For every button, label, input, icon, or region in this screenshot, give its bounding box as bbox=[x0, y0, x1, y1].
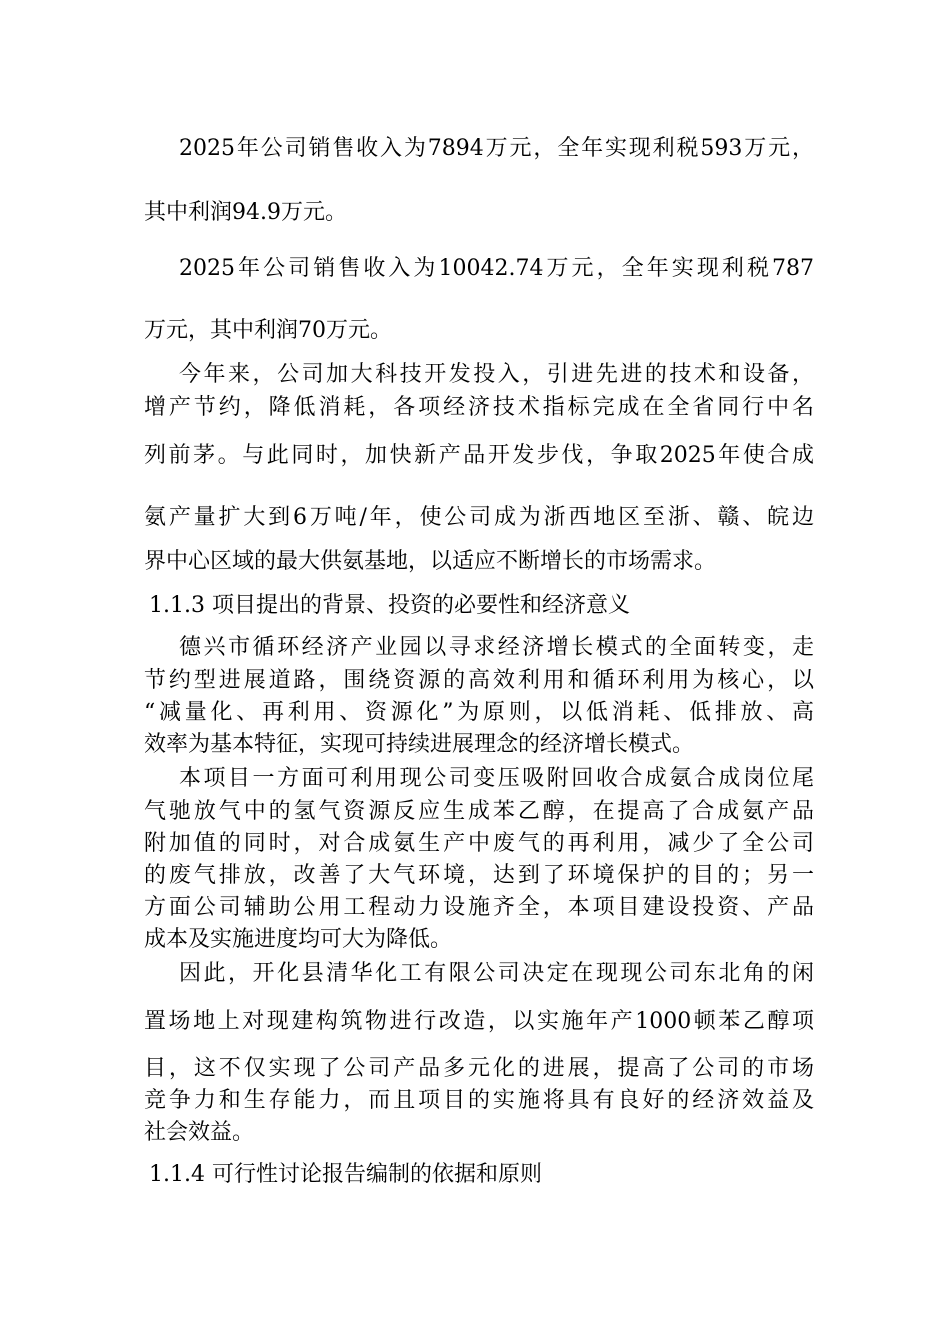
paragraph-4-line-2: 节约型进展道路，围绕资源的高效利用和循环利用为核心，以 bbox=[144, 668, 814, 693]
paragraph-5-line-5: 方面公司辅助公用工程动力设施齐全，本项目建设投资、产品 bbox=[144, 895, 814, 920]
paragraph-5-line-4: 的废气排放，改善了大气环境，达到了环境保护的目的；另一 bbox=[144, 863, 814, 888]
paragraph-6-line-1: 因此，开化县清华化工有限公司决定在现现公司东北角的闲 bbox=[179, 961, 814, 986]
paragraph-3-line-3: 列前茅。与此同时，加快新产品开发步伐，争取2025年使合成 bbox=[144, 443, 814, 468]
paragraph-1-line-1: 2025年公司销售收入为7894万元，全年实现利税593万元， bbox=[179, 136, 814, 161]
paragraph-5-line-3: 附加值的同时，对合成氨生产中废气的再利用，减少了全公司 bbox=[144, 831, 814, 856]
paragraph-6-line-3: 目，这不仅实现了公司产品多元化的进展，提高了公司的市场 bbox=[144, 1056, 814, 1081]
section-heading-1-1-4: 1.1.4 可行性讨论报告编制的依据和原则 bbox=[149, 1162, 542, 1187]
paragraph-1-line-2: 其中利润94.9万元。 bbox=[144, 200, 347, 225]
section-heading-1-1-3: 1.1.3 项目提出的背景、投资的必要性和经济意义 bbox=[149, 593, 630, 618]
paragraph-3-line-5: 界中心区域的最大供氨基地，以适应不断增长的市场需求。 bbox=[144, 549, 717, 574]
paragraph-5-line-2: 气驰放气中的氢气资源反应生成苯乙醇，在提高了合成氨产品 bbox=[144, 799, 814, 824]
paragraph-6-line-2: 置场地上对现建构筑物进行改造，以实施年产1000顿苯乙醇项 bbox=[144, 1009, 814, 1034]
paragraph-4-line-1: 德兴市循环经济产业园以寻求经济增长模式的全面转变，走 bbox=[179, 635, 814, 660]
paragraph-4-line-3: “减量化、再利用、资源化”为原则，以低消耗、低排放、高 bbox=[144, 700, 814, 725]
paragraph-4-line-4: 效率为基本特征，实现可持续进展理念的经济增长模式。 bbox=[144, 732, 695, 757]
paragraph-3-line-2: 增产节约，降低消耗，各项经济技术指标完成在全省同行中名 bbox=[144, 395, 814, 420]
paragraph-5-line-1: 本项目一方面可利用现公司变压吸附回收合成氨合成岗位尾 bbox=[179, 766, 814, 791]
paragraph-3-line-1: 今年来，公司加大科技开发投入，引进先进的技术和设备， bbox=[179, 362, 814, 387]
paragraph-2-line-1: 2025年公司销售收入为10042.74万元，全年实现利税787 bbox=[179, 256, 814, 281]
paragraph-6-line-5: 社会效益。 bbox=[144, 1120, 255, 1145]
paragraph-2-line-2: 万元，其中利润70万元。 bbox=[144, 318, 392, 343]
paragraph-6-line-4: 竞争力和生存能力，而且项目的实施将具有良好的经济效益及 bbox=[144, 1088, 814, 1113]
paragraph-3-line-4: 氨产量扩大到6万吨/年，使公司成为浙西地区至浙、赣、皖边 bbox=[144, 505, 814, 530]
paragraph-5-line-6: 成本及实施进度均可大为降低。 bbox=[144, 927, 453, 952]
